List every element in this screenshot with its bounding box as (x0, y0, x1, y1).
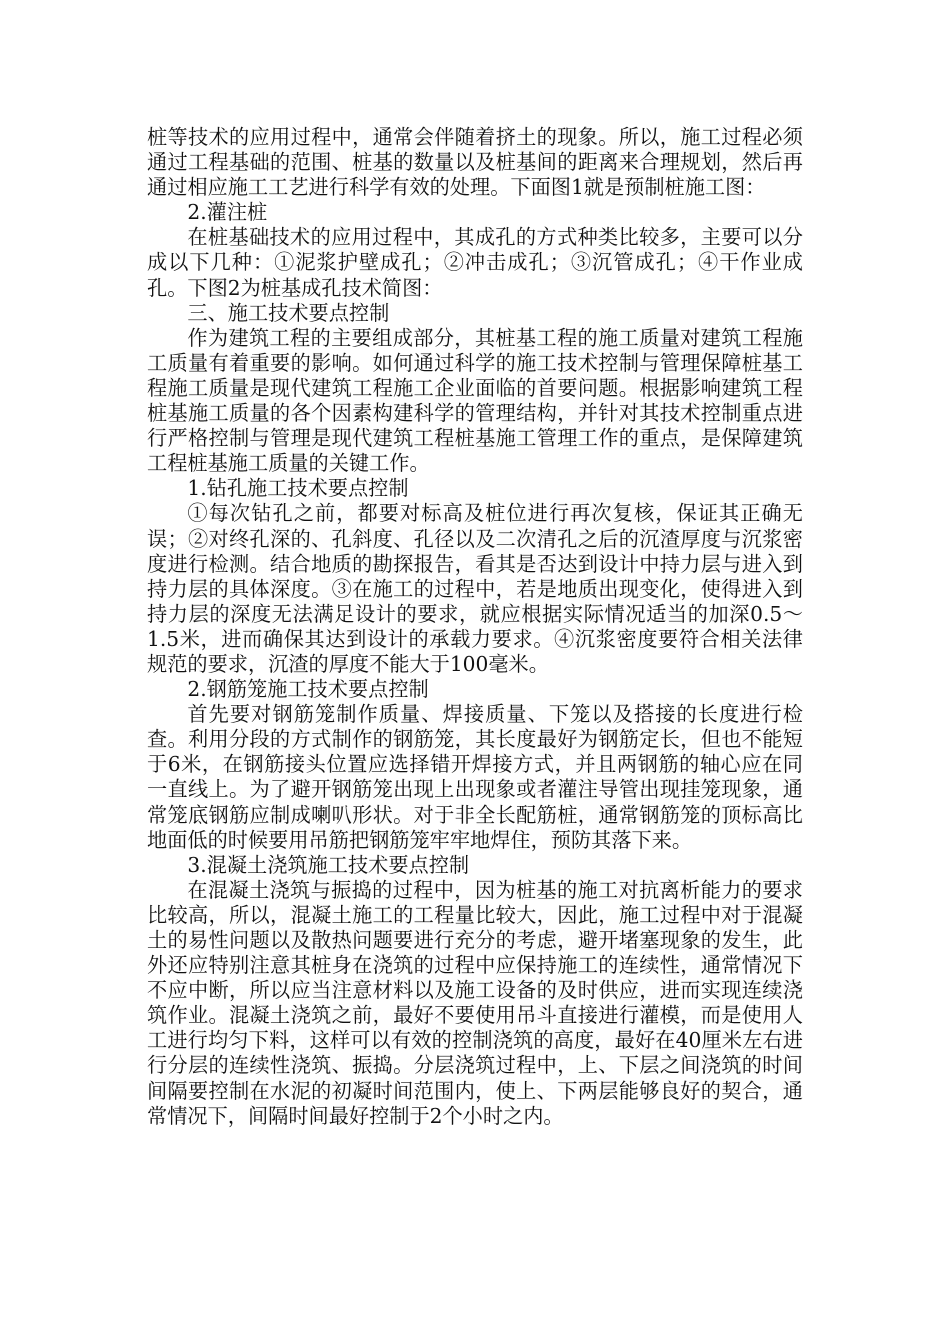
body-paragraph: 在桩基础技术的应用过程中，其成孔的方式种类比较多，主要可以分成以下几种：①泥浆护壁成孔；②冲击成孔；③沉管成孔；④干作业成孔。下图2为桩基成孔技术简图： (147, 225, 803, 300)
body-paragraph: ①每次钻孔之前，都要对标高及桩位进行再次复核，保证其正确无误；②对终孔深的、孔斜度、孔径以及二次清孔之后的沉渣厚度与沉浆密度进行检测。结合地质的勘探报告，看其是否达到设计中持力层与进入到持力层的具体深度。③在施工的过程中，若是地质出现变化，使得进入到持力层的深度无法满足设计的要求，就应根据实际情况适当的加深0.5～1.5米，进而确保其达到设计的承载力要求。④沉浆密度要符合相关法律规范的要求，沉渣的厚度不能大于100毫米。 (147, 501, 803, 676)
section-heading: 2.灌注桩 (187, 200, 268, 225)
body-paragraph: 桩等技术的应用过程中，通常会伴随着挤土的现象。所以，施工过程必须通过工程基础的范围、桩基的数量以及桩基间的距离来合理规划，然后再通过相应施工工艺进行科学有效的处理。下面图1就是预制桩施工图： (147, 125, 803, 200)
section-heading: 3.混凝土浇筑施工技术要点控制 (187, 852, 470, 877)
section-heading: 2.钢筋笼施工技术要点控制 (187, 677, 429, 702)
body-paragraph: 在混凝土浇筑与振捣的过程中，因为桩基的施工对抗离析能力的要求比较高，所以，混凝土施工的工程量比较大，因此，施工过程中对于混凝土的易性问题以及散热问题要进行充分的考虑，避开堵塞现象的发生，此外还应特别注意其桩身在浇筑的过程中应保持施工的连续性，通常情况下不应中断，所以应当注意材料以及施工设备的及时供应，进而实现连续浇筑作业。混凝土浇筑之前，最好不要使用吊斗直接进行灌模，而是使用人工进行均匀下料，这样可以有效的控制浇筑的高度，最好在40厘米左右进行分层的连续性浇筑、振捣。分层浇筑过程中，上、下层之间浇筑的时间间隔要控制在水泥的初凝时间范围内，使上、下两层能够良好的契合，通常情况下，间隔时间最好控制于2个小时之内。 (147, 877, 803, 1128)
section-heading: 三、施工技术要点控制 (187, 300, 390, 325)
section-heading: 1.钻孔施工技术要点控制 (187, 476, 409, 501)
document-page (147, 125, 803, 1129)
body-paragraph: 作为建筑工程的主要组成部分，其桩基工程的施工质量对建筑工程施工质量有着重要的影响。如何通过科学的施工技术控制与管理保障桩基工程施工质量是现代建筑工程施工企业面临的首要问题。根据影响建筑工程桩基施工质量的各个因素构建科学的管理结构，并针对其技术控制重点进行严格控制与管理是现代建筑工程桩基施工管理工作的重点，是保障建筑工程桩基施工质量的关键工作。 (147, 325, 803, 476)
body-paragraph: 首先要对钢筋笼制作质量、焊接质量、下笼以及搭接的长度进行检查。利用分段的方式制作的钢筋笼，其长度最好为钢筋定长，但也不能短于6米，在钢筋接头位置应选择错开焊接方式，并且两钢筋的轴心应在同一直线上。为了避开钢筋笼出现上出现象或者灌注导管出现挂笼现象，通常笼底钢筋应制成喇叭形状。对于非全长配筋桩，通常钢筋笼的顶标高比地面低的时候要用吊筋把钢筋笼牢牢地焊住，预防其落下来。 (147, 702, 803, 852)
